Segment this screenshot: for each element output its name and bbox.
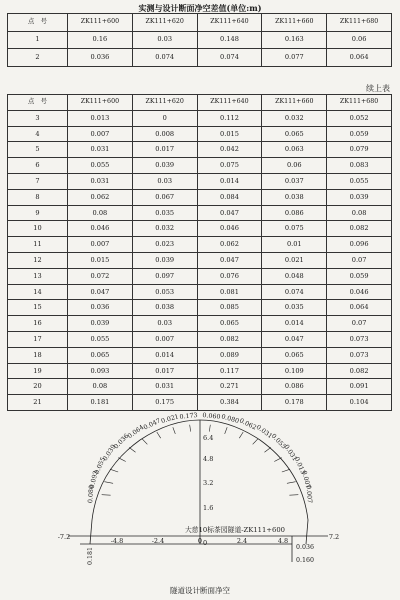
deviation-value-cell: 0.038 xyxy=(262,189,327,205)
table-title: 实测与设计断面净空差值(单位:m) xyxy=(138,3,262,13)
bottom-left-value: 0.181 xyxy=(87,546,94,566)
diagram-caption: 隧道设计断面净空 xyxy=(170,586,230,595)
point-number-cell: 13 xyxy=(8,268,68,284)
deviation-value-cell: 0.064 xyxy=(327,49,392,67)
table-row xyxy=(8,173,392,189)
x-axis-tick-label: -2.4 xyxy=(151,537,165,545)
deviation-value-cell: 0.08 xyxy=(68,379,133,395)
deviation-value-cell: 0.053 xyxy=(132,284,197,300)
arc-value-left: 0.093 xyxy=(88,470,100,490)
table-row xyxy=(8,363,392,379)
deviation-value-cell: 0.073 xyxy=(327,347,392,363)
table-row xyxy=(8,252,392,268)
deviation-value-cell: 0.062 xyxy=(197,237,262,253)
y-axis-tick-label: 3.2 xyxy=(203,479,214,487)
deviation-value-cell: 0.059 xyxy=(327,126,392,142)
deviation-value-cell: 0.07 xyxy=(327,252,392,268)
deviation-value-cell: 0.064 xyxy=(327,300,392,316)
x-axis-tick-label: -4.8 xyxy=(110,537,124,545)
point-number-cell: 2 xyxy=(8,49,68,67)
deviation-value-cell: 0.175 xyxy=(132,395,197,411)
arc-value-right: 0.031 xyxy=(282,443,299,463)
deviation-value-cell: 0.017 xyxy=(132,142,197,158)
deviation-value-cell: 0.067 xyxy=(132,189,197,205)
table-row xyxy=(8,142,392,158)
deviation-value-cell: 0.178 xyxy=(262,395,327,411)
arc-value-right: 0.013 xyxy=(292,456,307,476)
table-row xyxy=(8,268,392,284)
deviation-value-cell: 0.052 xyxy=(327,110,392,126)
point-number-cell: 3 xyxy=(8,110,68,126)
y-axis-tick-label: 1.6 xyxy=(203,504,214,512)
deviation-value-cell: 0.032 xyxy=(132,221,197,237)
x-axis-left-end: -7.2 xyxy=(57,533,71,541)
deviation-value-cell: 0.065 xyxy=(68,347,133,363)
point-number-cell: 4 xyxy=(8,126,68,142)
deviation-value-cell: 0.03 xyxy=(132,173,197,189)
table-row xyxy=(8,284,392,300)
table-row xyxy=(8,158,392,174)
deviation-value-cell: 0.076 xyxy=(197,268,262,284)
deviation-value-cell: 0.079 xyxy=(327,142,392,158)
radial-tick xyxy=(173,427,175,434)
deviation-value-cell: 0.091 xyxy=(327,379,392,395)
deviation-value-cell: 0.07 xyxy=(327,316,392,332)
deviation-value-cell: 0.023 xyxy=(132,237,197,253)
deviation-value-cell: 0.03 xyxy=(132,31,197,49)
point-number-cell: 8 xyxy=(8,189,68,205)
deviation-value-cell: 0.065 xyxy=(197,316,262,332)
deviation-value-cell: 0.01 xyxy=(262,237,327,253)
point-number-cell: 12 xyxy=(8,252,68,268)
deviation-value-cell: 0.148 xyxy=(197,31,262,49)
point-number-cell: 7 xyxy=(8,173,68,189)
deviation-value-cell: 0.047 xyxy=(197,252,262,268)
deviation-value-cell: 0.109 xyxy=(262,363,327,379)
deviation-value-cell: 0.06 xyxy=(262,158,327,174)
header-point-number: 点 号 xyxy=(8,95,68,111)
point-number-cell: 21 xyxy=(8,395,68,411)
arc-value-left: 0.047 xyxy=(142,417,162,432)
table-row xyxy=(8,221,392,237)
deviation-value-cell: 0.046 xyxy=(197,221,262,237)
deviation-value-cell: 0.104 xyxy=(327,395,392,411)
arc-value-right: 0.055 xyxy=(269,432,288,451)
deviation-value-cell: 0.082 xyxy=(197,331,262,347)
radial-tick xyxy=(110,469,118,472)
deviation-value-cell: 0.008 xyxy=(132,126,197,142)
header-station: ZK111+600 xyxy=(68,14,133,32)
deviation-value-cell: 0.093 xyxy=(68,363,133,379)
header-station: ZK111+660 xyxy=(262,95,327,111)
arc-value-left: 0.080 xyxy=(87,484,96,504)
deviation-value-cell: 0.021 xyxy=(262,252,327,268)
deviation-value-cell: 0.059 xyxy=(327,268,392,284)
deviation-value-cell: 0.047 xyxy=(197,205,262,221)
deviation-value-cell: 0.082 xyxy=(327,221,392,237)
deviation-value-cell: 0.039 xyxy=(327,189,392,205)
deviation-value-cell: 0.086 xyxy=(262,379,327,395)
radial-tick xyxy=(209,425,210,432)
deviation-value-cell: 0.046 xyxy=(327,284,392,300)
header-station: ZK111+620 xyxy=(132,14,197,32)
deviation-value-cell: 0.384 xyxy=(197,395,262,411)
header-station: ZK111+680 xyxy=(327,14,392,32)
deviation-value-cell: 0.046 xyxy=(68,221,133,237)
radial-tick xyxy=(253,439,258,445)
point-number-cell: 10 xyxy=(8,221,68,237)
radial-tick xyxy=(157,432,161,438)
point-number-cell: 17 xyxy=(8,331,68,347)
radial-tick xyxy=(142,439,147,445)
radial-tick xyxy=(287,482,296,484)
deviation-value-cell: 0.073 xyxy=(327,331,392,347)
x-axis-tick-label: 4.8 xyxy=(277,537,289,545)
point-number-cell: 5 xyxy=(8,142,68,158)
y-axis-tick-label: 4.8 xyxy=(203,455,214,463)
deviation-value-cell: 0.03 xyxy=(132,316,197,332)
deviation-value-cell: 0.037 xyxy=(262,173,327,189)
deviation-value-cell: 0.013 xyxy=(68,110,133,126)
deviation-value-cell: 0.072 xyxy=(68,268,133,284)
deviation-value-cell: 0.055 xyxy=(68,331,133,347)
deviation-value-cell: 0.097 xyxy=(132,268,197,284)
radial-tick xyxy=(264,447,270,452)
section-label: 大慈10标茶园隧道-ZK111+600 xyxy=(185,526,285,534)
arc-value-right: 0.031 xyxy=(254,423,274,441)
radial-tick xyxy=(282,469,290,472)
deviation-value-cell: 0.083 xyxy=(327,158,392,174)
table-row xyxy=(8,110,392,126)
header-station: ZK111+680 xyxy=(327,95,392,111)
deviation-value-cell: 0.112 xyxy=(197,110,262,126)
point-number-cell: 16 xyxy=(8,316,68,332)
table-row xyxy=(8,31,392,49)
deviation-value-cell: 0.117 xyxy=(197,363,262,379)
point-number-cell: 14 xyxy=(8,284,68,300)
deviation-value-cell: 0.039 xyxy=(68,316,133,332)
point-number-cell: 6 xyxy=(8,158,68,174)
deviation-value-cell: 0.062 xyxy=(68,189,133,205)
deviation-value-cell: 0.271 xyxy=(197,379,262,395)
arc-value-right: 0.080 xyxy=(220,413,240,426)
table-header-row xyxy=(8,14,392,32)
deviation-value-cell: 0.055 xyxy=(68,158,133,174)
deviation-value-cell: 0.074 xyxy=(132,49,197,67)
table-row xyxy=(8,205,392,221)
radial-tick xyxy=(225,427,227,434)
point-number-cell: 20 xyxy=(8,379,68,395)
deviation-value-cell: 0.065 xyxy=(262,347,327,363)
deviation-value-cell: 0.038 xyxy=(132,300,197,316)
arc-value-left: 0.173 xyxy=(179,411,198,421)
radial-tick xyxy=(129,447,135,452)
continued-label: 续上表 xyxy=(366,84,390,93)
table-row xyxy=(8,189,392,205)
deviation-value-cell: 0.06 xyxy=(327,31,392,49)
deviation-value-cell: 0.031 xyxy=(68,173,133,189)
table-row xyxy=(8,300,392,316)
deviation-value-cell: 0.077 xyxy=(262,49,327,67)
deviation-value-cell: 0.032 xyxy=(262,110,327,126)
deviation-value-cell: 0.015 xyxy=(197,126,262,142)
arc-value-right: 0.007 xyxy=(300,470,312,490)
deviation-value-cell: 0.084 xyxy=(197,189,262,205)
point-number-cell: 9 xyxy=(8,205,68,221)
table-row xyxy=(8,331,392,347)
deviation-value-cell: 0.055 xyxy=(327,173,392,189)
header-station: ZK111+600 xyxy=(68,95,133,111)
deviation-table-part2 xyxy=(7,94,392,411)
radial-tick xyxy=(239,432,243,438)
y-axis-origin-label: 0 xyxy=(203,539,208,547)
deviation-value-cell: 0.017 xyxy=(132,363,197,379)
x-axis-right-end: 7.2 xyxy=(328,533,340,541)
deviation-value-cell: 0.015 xyxy=(68,252,133,268)
deviation-value-cell: 0.035 xyxy=(262,300,327,316)
deviation-value-cell: 0.089 xyxy=(197,347,262,363)
arc-value-left: 0.039 xyxy=(101,443,118,463)
radial-tick xyxy=(118,458,125,462)
deviation-value-cell: 0.036 xyxy=(68,49,133,67)
deviation-value-cell: 0.035 xyxy=(132,205,197,221)
deviation-value-cell: 0.096 xyxy=(327,237,392,253)
deviation-value-cell: 0.086 xyxy=(262,205,327,221)
deviation-value-cell: 0.014 xyxy=(262,316,327,332)
tunnel-cross-section-diagram xyxy=(0,405,400,585)
arc-value-left: 0.021 xyxy=(160,413,180,426)
deviation-value-cell: 0.007 xyxy=(132,331,197,347)
header-station: ZK111+640 xyxy=(197,14,262,32)
deviation-value-cell: 0.085 xyxy=(197,300,262,316)
x-axis-tick-label: 0 xyxy=(197,537,203,545)
bottom-right-value: 0.160 xyxy=(296,557,315,564)
arc-value-right: 0.007 xyxy=(304,484,313,504)
deviation-value-cell: 0.039 xyxy=(132,252,197,268)
point-number-cell: 15 xyxy=(8,300,68,316)
deviation-value-cell: 0.047 xyxy=(68,284,133,300)
deviation-value-cell: 0.075 xyxy=(262,221,327,237)
deviation-value-cell: 0.031 xyxy=(132,379,197,395)
deviation-value-cell: 0.074 xyxy=(262,284,327,300)
point-number-cell: 19 xyxy=(8,363,68,379)
arc-value-right: 0.062 xyxy=(238,417,258,432)
point-number-cell: 11 xyxy=(8,237,68,253)
deviation-value-cell: 0.065 xyxy=(262,126,327,142)
deviation-value-cell: 0.036 xyxy=(68,300,133,316)
deviation-value-cell: 0.074 xyxy=(197,49,262,67)
table-row xyxy=(8,379,392,395)
deviation-table-part1 xyxy=(7,13,392,67)
header-point-number: 点 号 xyxy=(8,14,68,32)
deviation-value-cell: 0 xyxy=(132,110,197,126)
deviation-value-cell: 0.039 xyxy=(132,158,197,174)
deviation-value-cell: 0.16 xyxy=(68,31,133,49)
deviation-value-cell: 0.007 xyxy=(68,237,133,253)
deviation-value-cell: 0.014 xyxy=(197,173,262,189)
header-station: ZK111+660 xyxy=(262,14,327,32)
table-row xyxy=(8,237,392,253)
arc-value-left: 0.036 xyxy=(112,432,131,451)
y-axis-tick-label: 6.4 xyxy=(203,434,214,442)
deviation-value-cell: 0.031 xyxy=(68,142,133,158)
arc-value-left: 0.064 xyxy=(126,423,146,441)
deviation-value-cell: 0.047 xyxy=(262,331,327,347)
bottom-right-value: 0.036 xyxy=(296,544,315,551)
table-row xyxy=(8,316,392,332)
deviation-value-cell: 0.082 xyxy=(327,363,392,379)
radial-tick xyxy=(190,425,191,432)
radial-tick xyxy=(104,482,113,484)
deviation-value-cell: 0.08 xyxy=(68,205,133,221)
deviation-value-cell: 0.048 xyxy=(262,268,327,284)
arc-value-right: 0.060 xyxy=(202,411,221,421)
table-row xyxy=(8,126,392,142)
table-row xyxy=(8,49,392,67)
arc-value-left: 0.055 xyxy=(93,456,108,476)
deviation-value-cell: 0.181 xyxy=(68,395,133,411)
deviation-value-cell: 0.014 xyxy=(132,347,197,363)
deviation-value-cell: 0.081 xyxy=(197,284,262,300)
deviation-value-cell: 0.08 xyxy=(327,205,392,221)
x-axis-tick-label: 2.4 xyxy=(236,537,248,545)
deviation-value-cell: 0.007 xyxy=(68,126,133,142)
table-row xyxy=(8,347,392,363)
radial-tick xyxy=(274,458,281,462)
header-station: ZK111+620 xyxy=(132,95,197,111)
header-station: ZK111+640 xyxy=(197,95,262,111)
point-number-cell: 1 xyxy=(8,31,68,49)
table-header-row xyxy=(8,95,392,111)
deviation-value-cell: 0.042 xyxy=(197,142,262,158)
deviation-value-cell: 0.063 xyxy=(262,142,327,158)
point-number-cell: 18 xyxy=(8,347,68,363)
deviation-value-cell: 0.163 xyxy=(262,31,327,49)
deviation-value-cell: 0.075 xyxy=(197,158,262,174)
